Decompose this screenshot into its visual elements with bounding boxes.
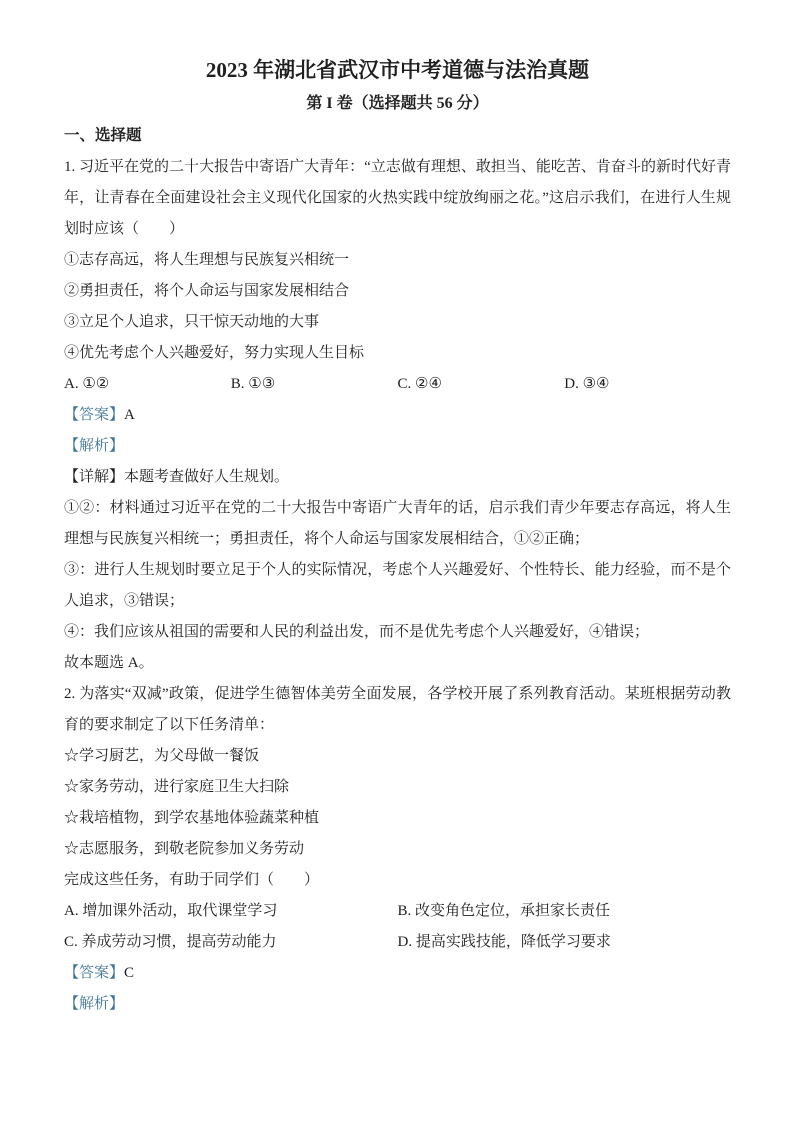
question-2-option-a: A. 增加课外活动，取代课堂学习 — [64, 903, 278, 919]
question-1-option-c: C. ②④ — [397, 376, 442, 392]
answer-label: 【答案】 — [64, 965, 125, 981]
document-subtitle: 第 I 卷（选择题共 56 分） — [306, 95, 489, 112]
question-2-task-2: ☆家务劳动，进行家庭卫生大扫除 — [64, 779, 290, 795]
question-1-statement-1: ①志存高远，将人生理想与民族复兴相统一 — [64, 252, 350, 268]
question-1-statement-2: ②勇担责任，将个人命运与国家发展相结合 — [64, 283, 350, 299]
question-2-options — [64, 896, 731, 958]
question-1-analysis-point-3: ③：进行人生规划时要立足于个人的实际情况，考虑个人兴趣爱好、个性特长、能力经验，而不是个人追求，③错误； — [64, 562, 731, 609]
question-1-answer-line — [64, 400, 731, 431]
question-1 — [64, 152, 731, 679]
question-2-closing: 完成这些任务，有助于同学们（ ） — [64, 872, 320, 888]
document-title: 2023 年湖北省武汉市中考道德与法治真题 — [205, 58, 590, 82]
answer-label: 【答案】 — [64, 407, 125, 423]
question-1-option-d: D. ③④ — [564, 376, 610, 392]
question-1-option-a: A. ①② — [64, 376, 110, 392]
question-1-analysis-point-12: ①②：材料通过习近平在党的二十大报告中寄语广大青年的话，启示我们青少年要志存高远，将人生理想与民族复兴相统一；勇担责任，将个人命运与国家发展相结合，①②正确； — [64, 500, 731, 547]
question-1-analysis-intro: 【详解】本题考查做好人生规划。 — [64, 469, 290, 485]
question-2-option-d: D. 提高实践技能，降低学习要求 — [397, 934, 611, 950]
question-2-stem: 2. 为落实“双减”政策，促进学生德智体美劳全面发展，各学校开展了系列教育活动。某班根据劳动教育的要求制定了以下任务清单： — [64, 686, 731, 733]
question-1-analysis-label: 【解析】 — [64, 438, 125, 454]
question-1-options — [64, 369, 731, 400]
question-2-answer-line — [64, 958, 731, 989]
question-1-statement-4: ④优先考虑个人兴趣爱好，努力实现人生目标 — [64, 345, 365, 361]
question-1-analysis-point-4: ④：我们应该从祖国的需要和人民的利益出发，而不是优先考虑个人兴趣爱好，④错误； — [64, 624, 650, 640]
question-2-option-c: C. 养成劳动习惯，提高劳动能力 — [64, 934, 277, 950]
question-2-option-b: B. 改变角色定位，承担家长责任 — [397, 903, 611, 919]
question-2-task-3: ☆栽培植物，到学农基地体验蔬菜种植 — [64, 810, 320, 826]
question-2 — [64, 679, 731, 1020]
question-1-statement-3: ③立足个人追求，只干惊天动地的大事 — [64, 314, 320, 330]
question-2-analysis-label: 【解析】 — [64, 996, 125, 1012]
question-2-task-1: ☆学习厨艺，为父母做一餐饭 — [64, 748, 260, 764]
question-1-stem: 1. 习近平在党的二十大报告中寄语广大青年：“立志做有理想、敢担当、能吃苦、肯奋斗的新时代好青年，让青春在全面建设社会主义现代化国家的火热实践中绽放绚丽之花。”这启示我们，在进行人生规划时应该（ ） — [64, 159, 731, 237]
question-1-analysis-conclusion: 故本题选 A。 — [64, 655, 154, 671]
section-heading-multiple-choice: 一、选择题 — [64, 127, 142, 144]
question-1-answer-value: A — [124, 407, 135, 423]
question-1-option-b: B. ①③ — [230, 376, 276, 392]
question-2-task-4: ☆志愿服务，到敬老院参加义务劳动 — [64, 841, 305, 857]
question-2-answer-value: C — [124, 965, 135, 981]
